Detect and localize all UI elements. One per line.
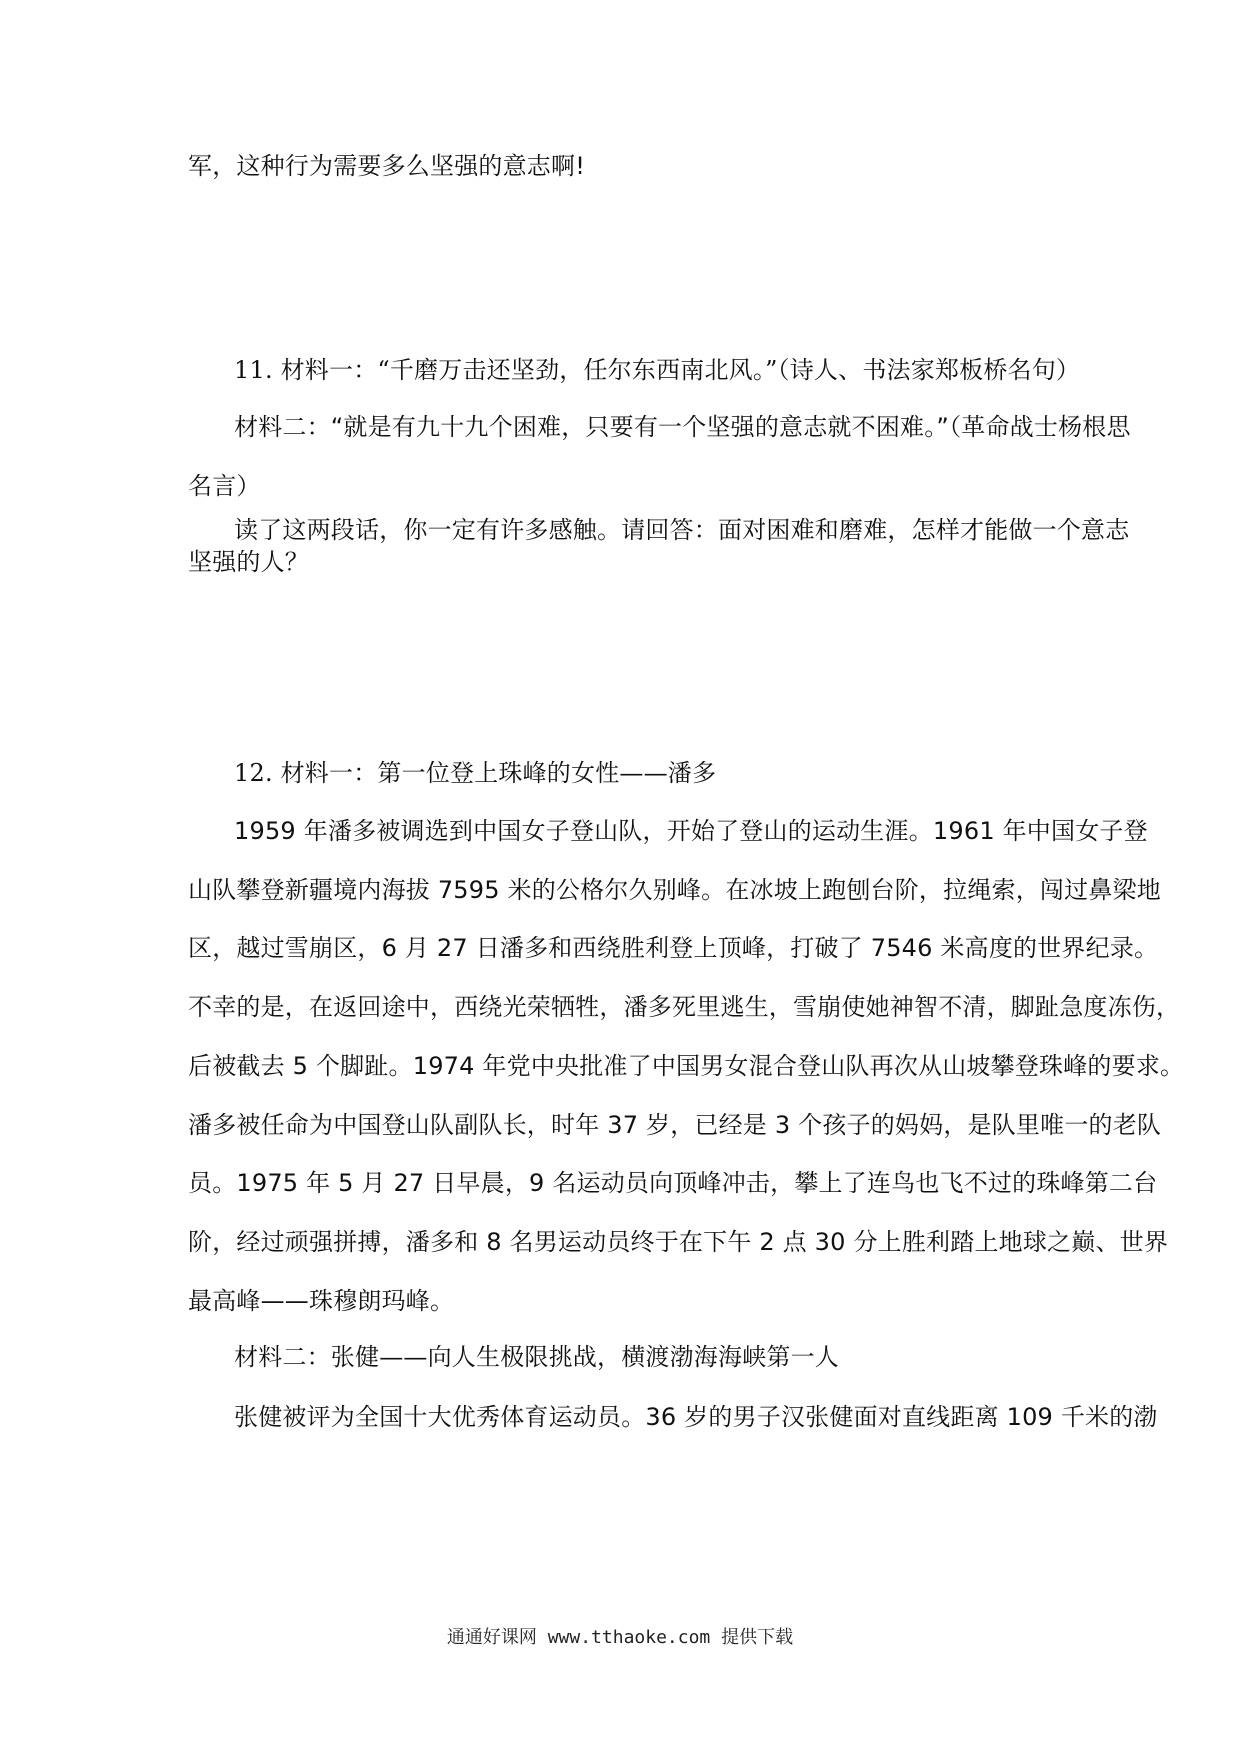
question-11-prompt: 读了这两段话，你一定有许多感触。请回答：面对困难和磨难，怎样才能做一个意志 xyxy=(234,516,1130,544)
paragraph-line: 员。1975 年 5 月 27 日早晨，9 名运动员向顶峰冲击，攀上了连鸟也飞不过的珠峰第二台 xyxy=(188,1169,1158,1197)
page-footer: 通通好课网 www.tthaoke.com 提供下载 xyxy=(446,1627,794,1648)
paragraph-line: 阶，经过顽强拼搏，潘多和 8 名男运动员终于在下午 2 点 30 分上胜利踏上地球之巅、世界 xyxy=(188,1228,1169,1256)
paragraph-line: 不幸的是，在返回途中，西绕光荣牺牲，潘多死里逃生，雪崩使她神智不清，脚趾急度冻伤， xyxy=(188,993,1181,1021)
paragraph-line: 后被截去 5 个脚趾。1974 年党中央批准了中国男女混合登山队再次从山坡攀登珠峰的要求。 xyxy=(188,1052,1185,1080)
question-11-material-1: 11. 材料一：“千磨万击还坚劲，任尔东西南北风。”（诗人、书法家郑板桥名句） xyxy=(234,356,1081,384)
paragraph-line: 山队攀登新疆境内海拔 7595 米的公格尔久别峰。在冰坡上跑刨台阶，拉绳索，闯过鼻梁地 xyxy=(188,876,1161,904)
paragraph-line: 区，越过雪崩区，6 月 27 日潘多和西绕胜利登上顶峰，打破了 7546 米高度的世界纪录。 xyxy=(188,934,1159,962)
paragraph-line: 最高峰——珠穆朗玛峰。 xyxy=(188,1287,455,1315)
question-12-material-2-title: 材料二：张健——向人生极限挑战，横渡渤海海峡第一人 xyxy=(234,1343,839,1371)
question-11-prompt-end: 坚强的人？ xyxy=(188,548,309,576)
paragraph-line: 潘多被任命为中国登山队副队长，时年 37 岁，已经是 3 个孩子的妈妈，是队里唯一的老队 xyxy=(188,1111,1162,1139)
text-line-continuation: 军，这种行为需要多么坚强的意志啊! xyxy=(188,152,586,180)
question-12-material-1-title: 12. 材料一：第一位登上珠峰的女性——潘多 xyxy=(234,759,717,787)
paragraph-line: 张健被评为全国十大优秀体育运动员。36 岁的男子汉张健面对直线距离 109 千米的渤 xyxy=(234,1403,1158,1431)
question-11-material-2: 材料二：“就是有九十九个困难，只要有一个坚强的意志就不困难。”（革命战士杨根思 xyxy=(234,413,1131,441)
paragraph-line: 1959 年潘多被调选到中国女子登山队，开始了登山的运动生涯。1961 年中国女子登 xyxy=(234,817,1148,845)
question-11-material-2-end: 名言） xyxy=(188,472,261,500)
